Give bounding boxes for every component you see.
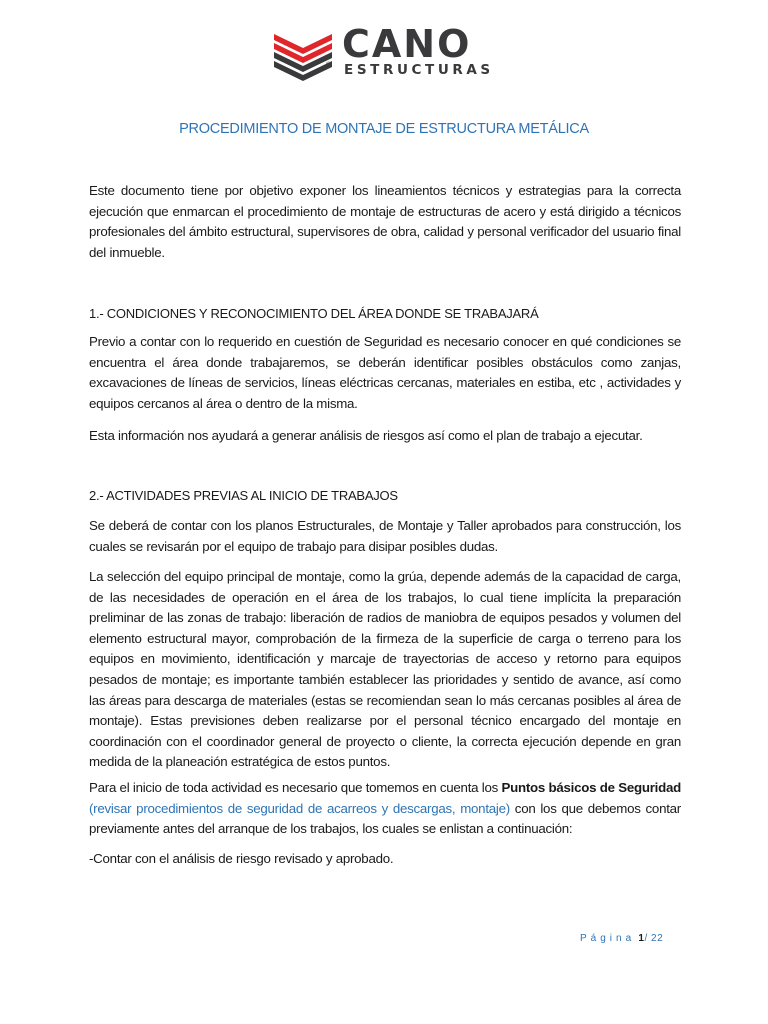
section2-paragraph-4: -Contar con el análisis de riesgo revisado y aprobado. bbox=[89, 851, 394, 866]
chevron-logo-icon bbox=[272, 26, 334, 84]
section1-heading: 1.- CONDICIONES Y RECONOCIMIENTO DEL ÁREA DONDE SE TRABAJARÁ bbox=[89, 306, 539, 321]
registered-mark: ® bbox=[326, 62, 332, 69]
company-logo bbox=[272, 22, 500, 84]
page-total: / 22 bbox=[644, 933, 664, 944]
document-title: PROCEDIMIENTO DE MONTAJE DE ESTRUCTURA METÁLICA bbox=[179, 121, 589, 137]
section2-paragraph-2: La selección del equipo principal de montaje, como la grúa, depende además de la capacidad de carga, de las necesidades de operación en el área de los trabajos, lo cual tiene implícita la preparación preliminar de las zonas de trabajo: liberación de radios de maniobra de equipos pesados y volumen del elemento estructural mayor, comprobación de la firmeza de la superficie de carga o terreno para los equipos en movimiento, identificación y marcaje de trayectorias de acceso y retorno para equipos pesados de montaje; es importante también establecer las prioridades y sentido de avance, así como las áreas para descarga de materiales (estas se recomiendan sean lo más cercanas posibles al área de montaje). Estas previsiones deben realizarse por el personal técnico encargado del montaje en coordinación con el coordinador general de proyecto o cliente, la correcta ejecución depende en gran medida de la planeación estratégica de estos puntos. bbox=[89, 569, 681, 770]
page-number: 1 bbox=[638, 933, 645, 944]
page-footer bbox=[580, 933, 663, 944]
safety-procedures-link[interactable]: (revisar procedimientos de seguridad de acarreos y descargas, montaje) bbox=[89, 800, 510, 816]
section1-paragraph-2: Esta información nos ayudará a generar análisis de riesgos así como el plan de trabajo a ejecutar. bbox=[89, 428, 643, 443]
section2-paragraph-1: Se deberá de contar con los planos Estructurales, de Montaje y Taller aprobados para construcción, los cuales se revisarán por el equipo de trabajo para disipar posibles dudas. bbox=[89, 518, 681, 554]
safety-basics-emphasis: Puntos básicos de Seguridad bbox=[501, 780, 681, 795]
logo-subtitle: ESTRUCTURAS bbox=[344, 62, 494, 78]
section1-paragraph-1: Previo a contar con lo requerido en cuestión de Seguridad es necesario conocer en qué condiciones se encuentra el área donde trabajaremos, se deberán identificar posibles obstáculos como zanjas, excavaciones de líneas de servicios, líneas eléctricas cercanas, materiales en estiba, etc , actividades y equipos cercanos al área o dentro de la misma. bbox=[89, 334, 681, 411]
section2-paragraph-3 bbox=[89, 778, 681, 840]
section2-heading: 2.- ACTIVIDADES PREVIAS AL INICIO DE TRABAJOS bbox=[89, 488, 398, 503]
p3-text-start: Para el inicio de toda actividad es necesario que tomemos en cuenta los bbox=[89, 780, 502, 795]
p3-text-end: con los que debemos contar previamente antes del arranque de los trabajos, los cuales se enlistan a continuación: bbox=[89, 800, 681, 837]
page-label: Página bbox=[580, 933, 636, 944]
logo-brand: CANO bbox=[342, 22, 472, 66]
intro-paragraph: Este documento tiene por objetivo exponer los lineamientos técnicos y estrategias para la correcta ejecución que enmarcan el procedimiento de montaje de estructuras de acero y está dirigido a técnicos profesionales del ámbito estructural, supervisores de obra, calidad y personal verificador del usuario final del inmueble. bbox=[89, 183, 681, 260]
